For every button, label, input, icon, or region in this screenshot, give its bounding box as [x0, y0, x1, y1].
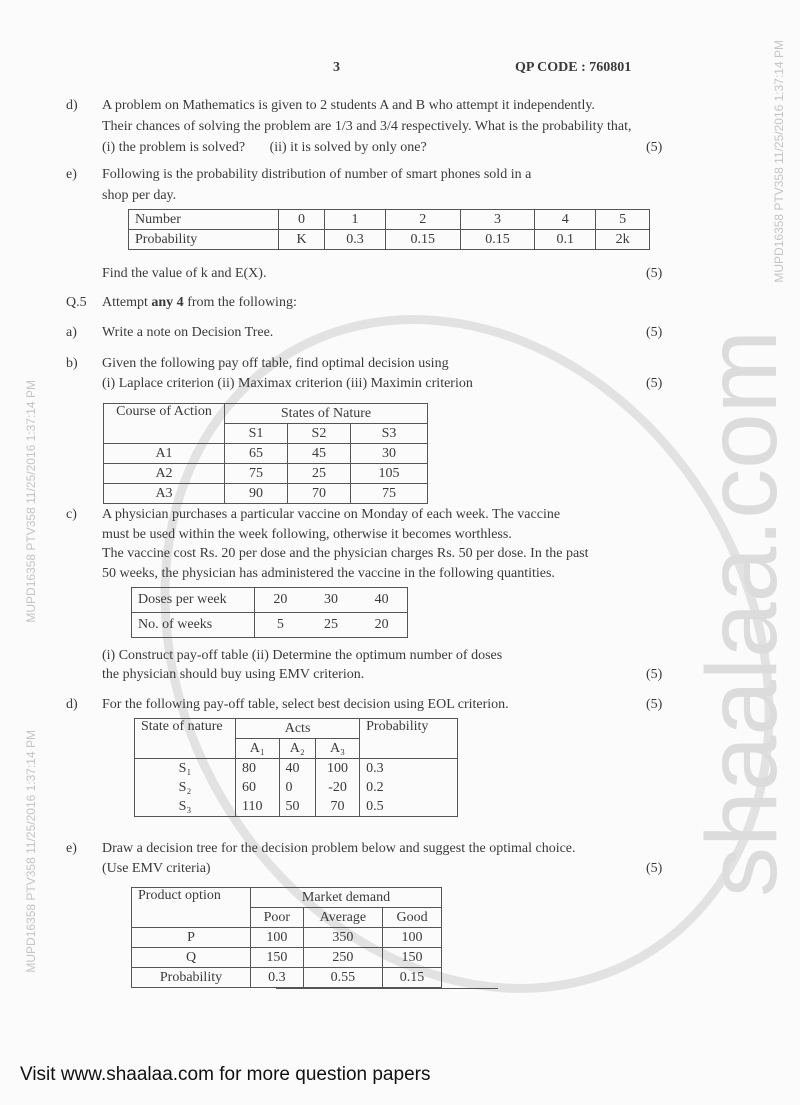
- marks: (5): [646, 376, 663, 391]
- cell: 0.2: [360, 778, 458, 797]
- cell: 25: [306, 613, 356, 638]
- marks: (5): [646, 266, 663, 281]
- cell: 0.55: [303, 968, 382, 988]
- question-text: Write a note on Decision Tree.: [102, 325, 274, 340]
- question-text: Following is the probability distribution of number of smart phones sold in a: [102, 167, 532, 182]
- cell: 105: [350, 464, 427, 484]
- group-header: Market demand: [251, 888, 442, 908]
- question-label: e): [66, 167, 77, 182]
- question-text: (i) Construct pay-off table (ii) Determine the optimum number of doses: [102, 648, 503, 663]
- col-header: S2: [287, 424, 350, 444]
- cell: 60: [236, 778, 280, 797]
- cell: 2: [385, 210, 460, 230]
- cell: Doses per week: [132, 588, 255, 613]
- question-intro: [102, 295, 297, 311]
- cell: A2: [104, 464, 225, 484]
- col-header: A₁: [236, 739, 280, 759]
- cell: 0: [279, 778, 315, 797]
- watermark-stamp: MUPD16358 PTV358 11/25/2016 1:37:14 PM: [24, 380, 38, 623]
- cell: 0.3: [251, 968, 304, 988]
- cell: 0.3: [325, 230, 386, 250]
- question-label: d): [66, 98, 78, 113]
- cell: 2k: [596, 230, 650, 250]
- cell: S₂: [135, 778, 236, 797]
- corner-header: State of nature: [135, 719, 236, 759]
- cell: A3: [104, 484, 225, 504]
- cell: 75: [225, 464, 288, 484]
- question-text: 50 weeks, the physician has administered the vaccine in the following quantities.: [102, 566, 555, 581]
- cell: 40: [279, 759, 315, 779]
- cell: 25: [287, 464, 350, 484]
- cell: Probability: [132, 968, 251, 988]
- col-header: Average: [303, 908, 382, 928]
- cell: 30: [350, 444, 427, 464]
- corner-header: Course of Action: [104, 404, 225, 444]
- marks: (5): [646, 861, 663, 876]
- cell: 3: [460, 210, 535, 230]
- corner-header: Product option: [132, 888, 251, 928]
- eol-table: [134, 718, 458, 817]
- cell: 150: [383, 948, 442, 968]
- cell: 0.5: [360, 797, 458, 817]
- cell: 1: [325, 210, 386, 230]
- cell: 0.1: [535, 230, 596, 250]
- marks: (5): [646, 140, 663, 155]
- payoff-table: [103, 403, 428, 504]
- question-text: must be used within the week following, otherwise it becomes worthless.: [102, 527, 512, 542]
- cell: P: [132, 928, 251, 948]
- marks: (5): [646, 697, 663, 712]
- question-label: b): [66, 356, 78, 371]
- intro-bold: any 4: [151, 295, 184, 310]
- cell: 70: [287, 484, 350, 504]
- cell: 45: [287, 444, 350, 464]
- cell: 150: [251, 948, 304, 968]
- cell: 30: [306, 588, 356, 613]
- question-text: A problem on Mathematics is given to 2 students A and B who attempt it independently.: [102, 98, 595, 113]
- cell: Probability: [129, 230, 279, 250]
- cell: 4: [535, 210, 596, 230]
- decision-table: [131, 887, 442, 988]
- cell: 0.15: [383, 968, 442, 988]
- col-header: S3: [350, 424, 427, 444]
- watermark-stamp: MUPD16358 PTV358 11/25/2016 1:37:14 PM: [772, 40, 786, 283]
- cell: 110: [236, 797, 280, 817]
- watermark-stamp: MUPD16358 PTV358 11/25/2016 1:37:14 PM: [24, 730, 38, 973]
- question-label: Q.5: [66, 295, 87, 310]
- question-text: shop per day.: [102, 188, 177, 203]
- cell: 0.3: [360, 759, 458, 779]
- watermark-logo: shaalaa.com: [686, 330, 798, 897]
- col-header: A₃: [315, 739, 359, 759]
- cell: 0.15: [460, 230, 535, 250]
- cell: 90: [225, 484, 288, 504]
- cell: K: [278, 230, 324, 250]
- question-text: The vaccine cost Rs. 20 per dose and the physician charges Rs. 50 per dose. In the past: [102, 546, 589, 561]
- question-text: Their chances of solving the problem are 1/3 and 3/4 respectively. What is the probability that,: [102, 119, 632, 134]
- cell: S₁: [135, 759, 236, 779]
- footer-link[interactable]: Visit www.shaalaa.com for more question papers: [20, 1064, 431, 1085]
- intro-text: from the following:: [183, 295, 297, 310]
- marks: (5): [646, 667, 663, 682]
- question-label: e): [66, 841, 77, 856]
- col-header: Poor: [251, 908, 304, 928]
- question-text: (Use EMV criteria): [102, 861, 211, 876]
- cell: 100: [383, 928, 442, 948]
- cell: Q: [132, 948, 251, 968]
- question-text: Given the following pay off table, find optimal decision using: [102, 356, 449, 371]
- marks: (5): [646, 325, 663, 340]
- cell: 350: [303, 928, 382, 948]
- cell: No. of weeks: [132, 613, 255, 638]
- cell: 75: [350, 484, 427, 504]
- question-text: (i) the problem is solved? (ii) it is solved by only one?: [102, 140, 427, 155]
- cell: A1: [104, 444, 225, 464]
- cell: 5: [596, 210, 650, 230]
- cell: 70: [315, 797, 359, 817]
- question-text: the physician should buy using EMV criterion.: [102, 667, 365, 682]
- question-label: a): [66, 325, 77, 340]
- cell: 20: [356, 613, 407, 638]
- question-text: Find the value of k and E(X).: [102, 266, 267, 281]
- cell: 100: [251, 928, 304, 948]
- cell: 0: [278, 210, 324, 230]
- cell: Number: [129, 210, 279, 230]
- col-header: S1: [225, 424, 288, 444]
- cell: 5: [255, 613, 306, 638]
- intro-text: Attempt: [102, 295, 152, 310]
- cell: 0.15: [385, 230, 460, 250]
- cell: 65: [225, 444, 288, 464]
- question-label: c): [66, 507, 77, 522]
- cell: 40: [356, 588, 407, 613]
- group-header: States of Nature: [225, 404, 428, 424]
- question-text: For the following pay-off table, select best decision using EOL criterion.: [102, 697, 509, 712]
- page-number: 3: [333, 60, 340, 75]
- qp-code: QP CODE : 760801: [515, 60, 632, 75]
- cell: 250: [303, 948, 382, 968]
- probability-table: [128, 209, 650, 250]
- question-text: (i) Laplace criterion (ii) Maximax criterion (iii) Maximin criterion: [102, 376, 473, 391]
- cell: S₃: [135, 797, 236, 817]
- question-text: A physician purchases a particular vaccine on Monday of each week. The vaccine: [102, 507, 561, 522]
- question-text: Draw a decision tree for the decision problem below and suggest the optimal choice.: [102, 841, 576, 856]
- doses-table: [131, 587, 408, 638]
- end-divider: [276, 988, 498, 989]
- cell: -20: [315, 778, 359, 797]
- cell: 20: [255, 588, 306, 613]
- cell: 50: [279, 797, 315, 817]
- prob-header: Probability: [360, 719, 458, 759]
- question-label: d): [66, 697, 78, 712]
- group-header: Acts: [236, 719, 360, 739]
- col-header: A₂: [279, 739, 315, 759]
- col-header: Good: [383, 908, 442, 928]
- cell: 80: [236, 759, 280, 779]
- cell: 100: [315, 759, 359, 779]
